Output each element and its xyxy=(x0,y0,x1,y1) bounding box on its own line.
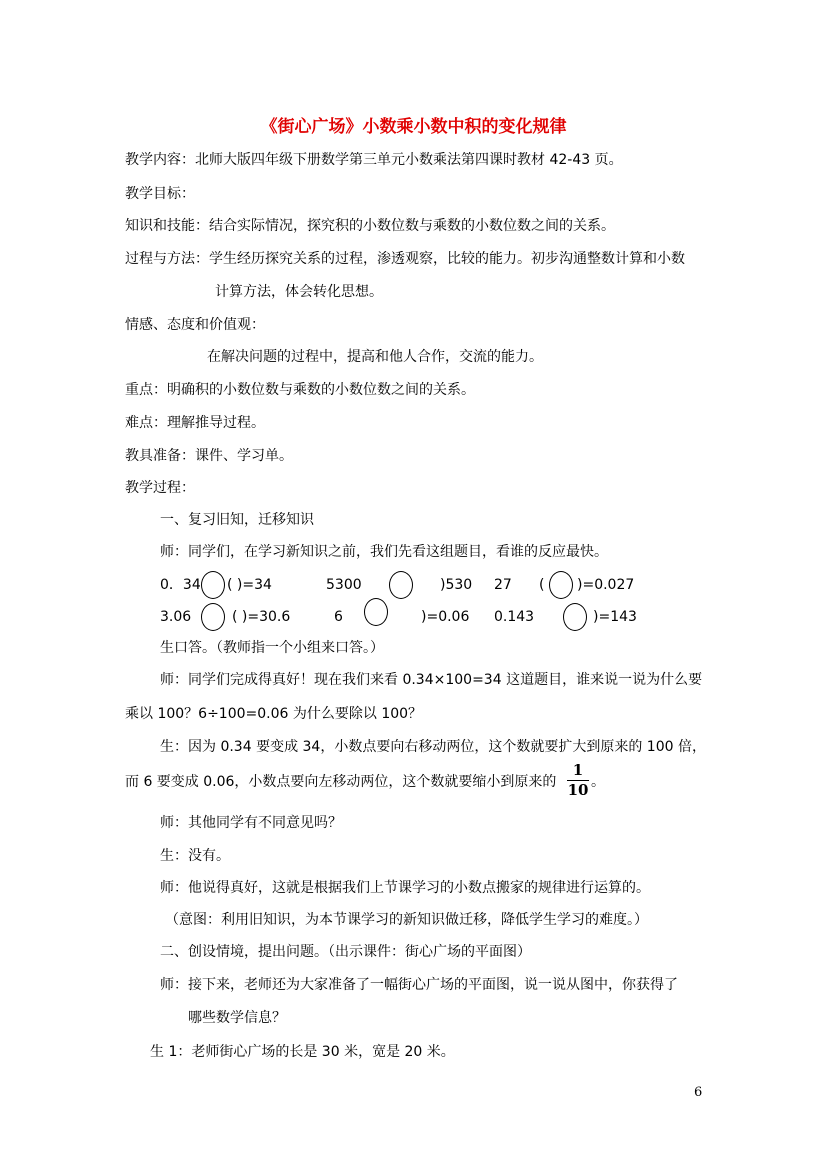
process-methods-cont: 计算方法，体会转化思想。 xyxy=(215,284,383,300)
emotion-values: 在解决问题的过程中，提高和他人合作，交流的能力。 xyxy=(207,349,543,365)
exercise-r1-d: )530 xyxy=(440,577,473,593)
student-1-line: 生 1：老师街心广场的长是 30 米，宽是 20 米。 xyxy=(150,1044,455,1060)
blank-circle xyxy=(201,603,225,631)
exercise-r1-g: )=0.027 xyxy=(577,577,635,593)
fraction-numerator: 1 xyxy=(572,761,584,779)
document-title: 《街心广场》小数乘小数中积的变化规律 xyxy=(260,117,567,137)
teaching-goals-heading: 教学目标： xyxy=(125,186,195,202)
exercise-r1-e: 27 xyxy=(494,577,512,593)
page-number: 6 xyxy=(694,1085,703,1100)
student-line-1-cont: 而 6 要变成 0.06，小数点要向左移动两位，这个数就要缩小到原来的 xyxy=(125,774,557,790)
blank-circle xyxy=(201,571,225,599)
teacher-line-2: 师：同学们完成得真好！现在我们来看 0.34×100=34 这道题目，谁来说一说为什么要 xyxy=(160,672,703,688)
student-line-2: 生：没有。 xyxy=(160,848,230,864)
process-methods: 过程与方法：学生经历探究关系的过程，渗透观察，比较的能力。初步沟通整数计算和小数 xyxy=(125,251,685,267)
teaching-process-heading: 教学过程： xyxy=(125,480,195,496)
exercise-r2-e: 0.143 xyxy=(494,609,535,625)
teaching-content: 教学内容：北师大版四年级下册数学第三单元小数乘法第四课时教材 42-43 页。 xyxy=(125,152,623,168)
exercise-r2-a: 3.06 xyxy=(160,609,192,625)
blank-circle xyxy=(549,571,573,599)
blank-circle xyxy=(364,598,388,626)
key-point: 重点：明确积的小数位数与乘数的小数位数之间的关系。 xyxy=(125,382,475,398)
student-answer-note: 生口答。（教师指一个小组来口答。） xyxy=(160,640,384,656)
exercise-r1-f: ( xyxy=(539,577,545,593)
exercise-r2-f: )=143 xyxy=(593,609,637,625)
teaching-aids: 教具准备：课件、学习单。 xyxy=(125,448,293,464)
fraction-one-tenth xyxy=(567,762,589,799)
exercise-r2-d: )=0.06 xyxy=(421,609,470,625)
teacher-line-5: 师：接下来，老师还为大家准备了一幅街心广场的平面图，说一说从图中，你获得了 xyxy=(160,977,678,993)
section-two-heading: 二、创设情境，提出问题。（出示课件：街心广场的平面图） xyxy=(160,944,531,960)
blank-circle xyxy=(389,571,413,599)
exercise-r1-b: ( )=34 xyxy=(227,577,272,593)
intent-note: （意图：利用旧知识，为本节课学习的新知识做迁移，降低学生学习的难度。） xyxy=(165,912,648,928)
student-line-1: 生：因为 0.34 要变成 34，小数点要向右移动两位，这个数就要扩大到原来的 100 倍， xyxy=(160,739,706,755)
exercise-r2-c: 6 xyxy=(334,609,343,625)
emotion-values-heading: 情感、态度和价值观： xyxy=(125,317,265,333)
exercise-r1-c: 5300 xyxy=(326,577,362,593)
exercise-r1-a: 0．34 xyxy=(160,577,201,593)
fraction-denominator: 10 xyxy=(567,781,589,799)
teacher-line-5-cont: 哪些数学信息？ xyxy=(188,1010,286,1026)
knowledge-skills: 知识和技能：结合实际情况，探究积的小数位数与乘数的小数位数之间的关系。 xyxy=(125,218,615,234)
section-one-heading: 一、复习旧知，迁移知识 xyxy=(160,512,314,528)
exercise-r2-b: ( )=30.6 xyxy=(232,609,291,625)
blank-circle xyxy=(563,603,587,631)
teacher-line-2-cont: 乘以 100？6÷100=0.06 为什么要除以 100？ xyxy=(125,706,423,722)
teacher-line-4: 师：他说得真好，这就是根据我们上节课学习的小数点搬家的规律进行运算的。 xyxy=(160,880,650,896)
student-line-1-end: 。 xyxy=(591,774,605,790)
teacher-line-3: 师：其他同学有不同意见吗？ xyxy=(160,815,342,831)
difficulty: 难点：理解推导过程。 xyxy=(125,415,265,431)
teacher-line-1: 师：同学们，在学习新知识之前，我们先看这组题目，看谁的反应最快。 xyxy=(160,544,608,560)
